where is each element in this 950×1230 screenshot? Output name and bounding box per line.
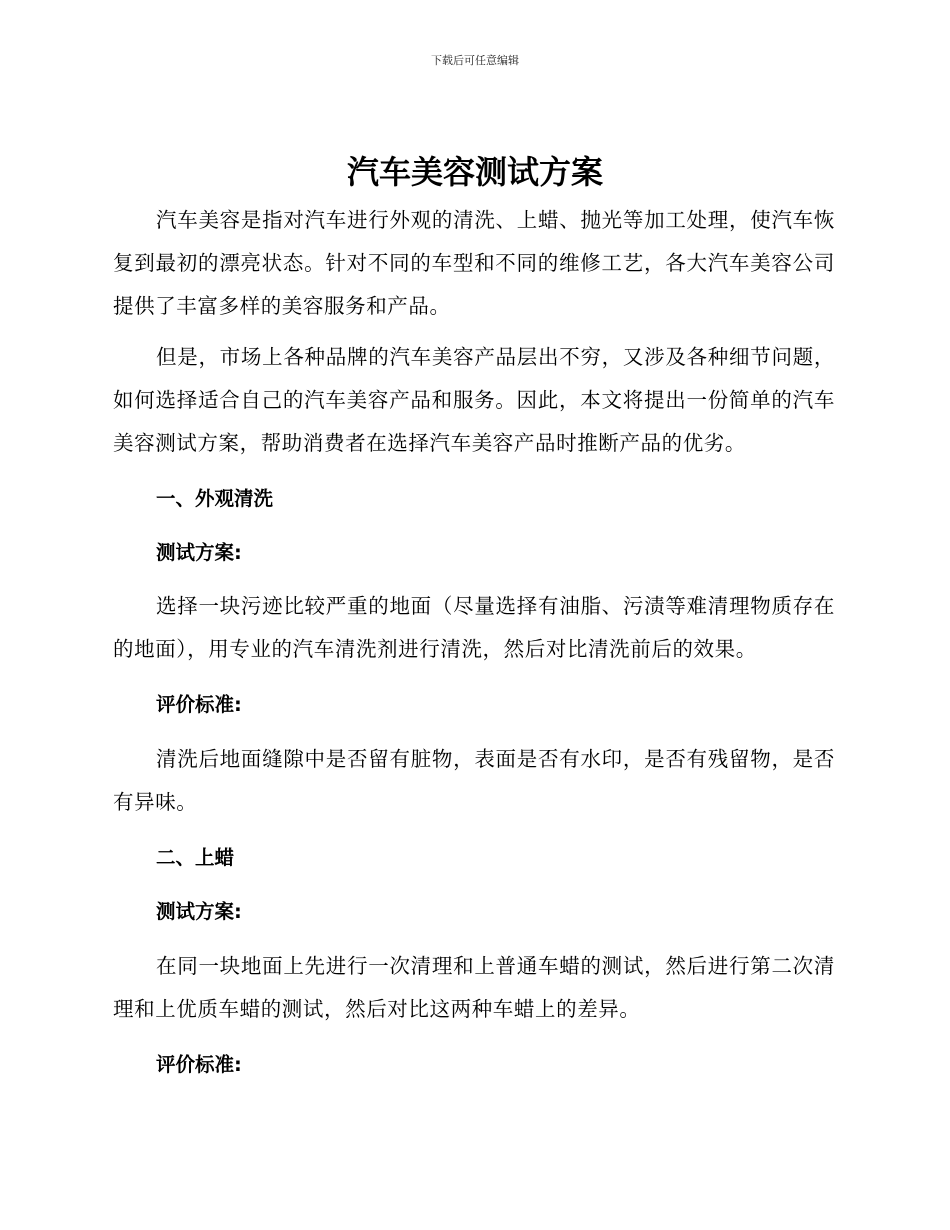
section-2-criteria-label: 评价标准: [156,1053,242,1076]
section-2-plan-label: 测试方案: [156,900,242,923]
section-heading-exterior-wash: 一、外观清洗 [156,487,274,510]
document-title: 汽车美容测试方案 [346,153,603,191]
page-header-note: 下载后可任意编辑 [431,54,519,67]
section-1-criteria-text: 清洗后地面缝隙中是否留有脏物，表面是否有水印，是否有残留物，是否有异味。 [113,747,835,814]
intro-paragraph-1: 汽车美容是指对汽车进行外观的清洗、上蜡、抛光等加工处理，使汽车恢复到最初的漂亮状态。针对不同的车型和不同的维修工艺，各大汽车美容公司提供了丰富多样的美容服务和产品。 [113,208,835,318]
intro-paragraph-2: 但是，市场上各种品牌的汽车美容产品层出不穷，又涉及各种细节问题，如何选择适合自己的汽车美容产品和服务。因此，本文将提出一份简单的汽车美容测试方案，帮助消费者在选择汽车美容产品时推断产品的优劣。 [113,345,835,455]
section-2-plan-text: 在同一块地面上先进行一次清理和上普通车蜡的测试，然后进行第二次清理和上优质车蜡的测试，然后对比这两种车蜡上的差异。 [113,954,835,1021]
section-1-plan-text: 选择一块污迹比较严重的地面（尽量选择有油脂、污渍等难清理物质存在的地面），用专业的汽车清洗剂进行清洗，然后对比清洗前后的效果。 [113,594,835,661]
section-1-criteria-label: 评价标准: [156,693,242,716]
section-1-plan-label: 测试方案: [156,541,242,564]
section-heading-waxing: 二、上蜡 [156,846,235,869]
